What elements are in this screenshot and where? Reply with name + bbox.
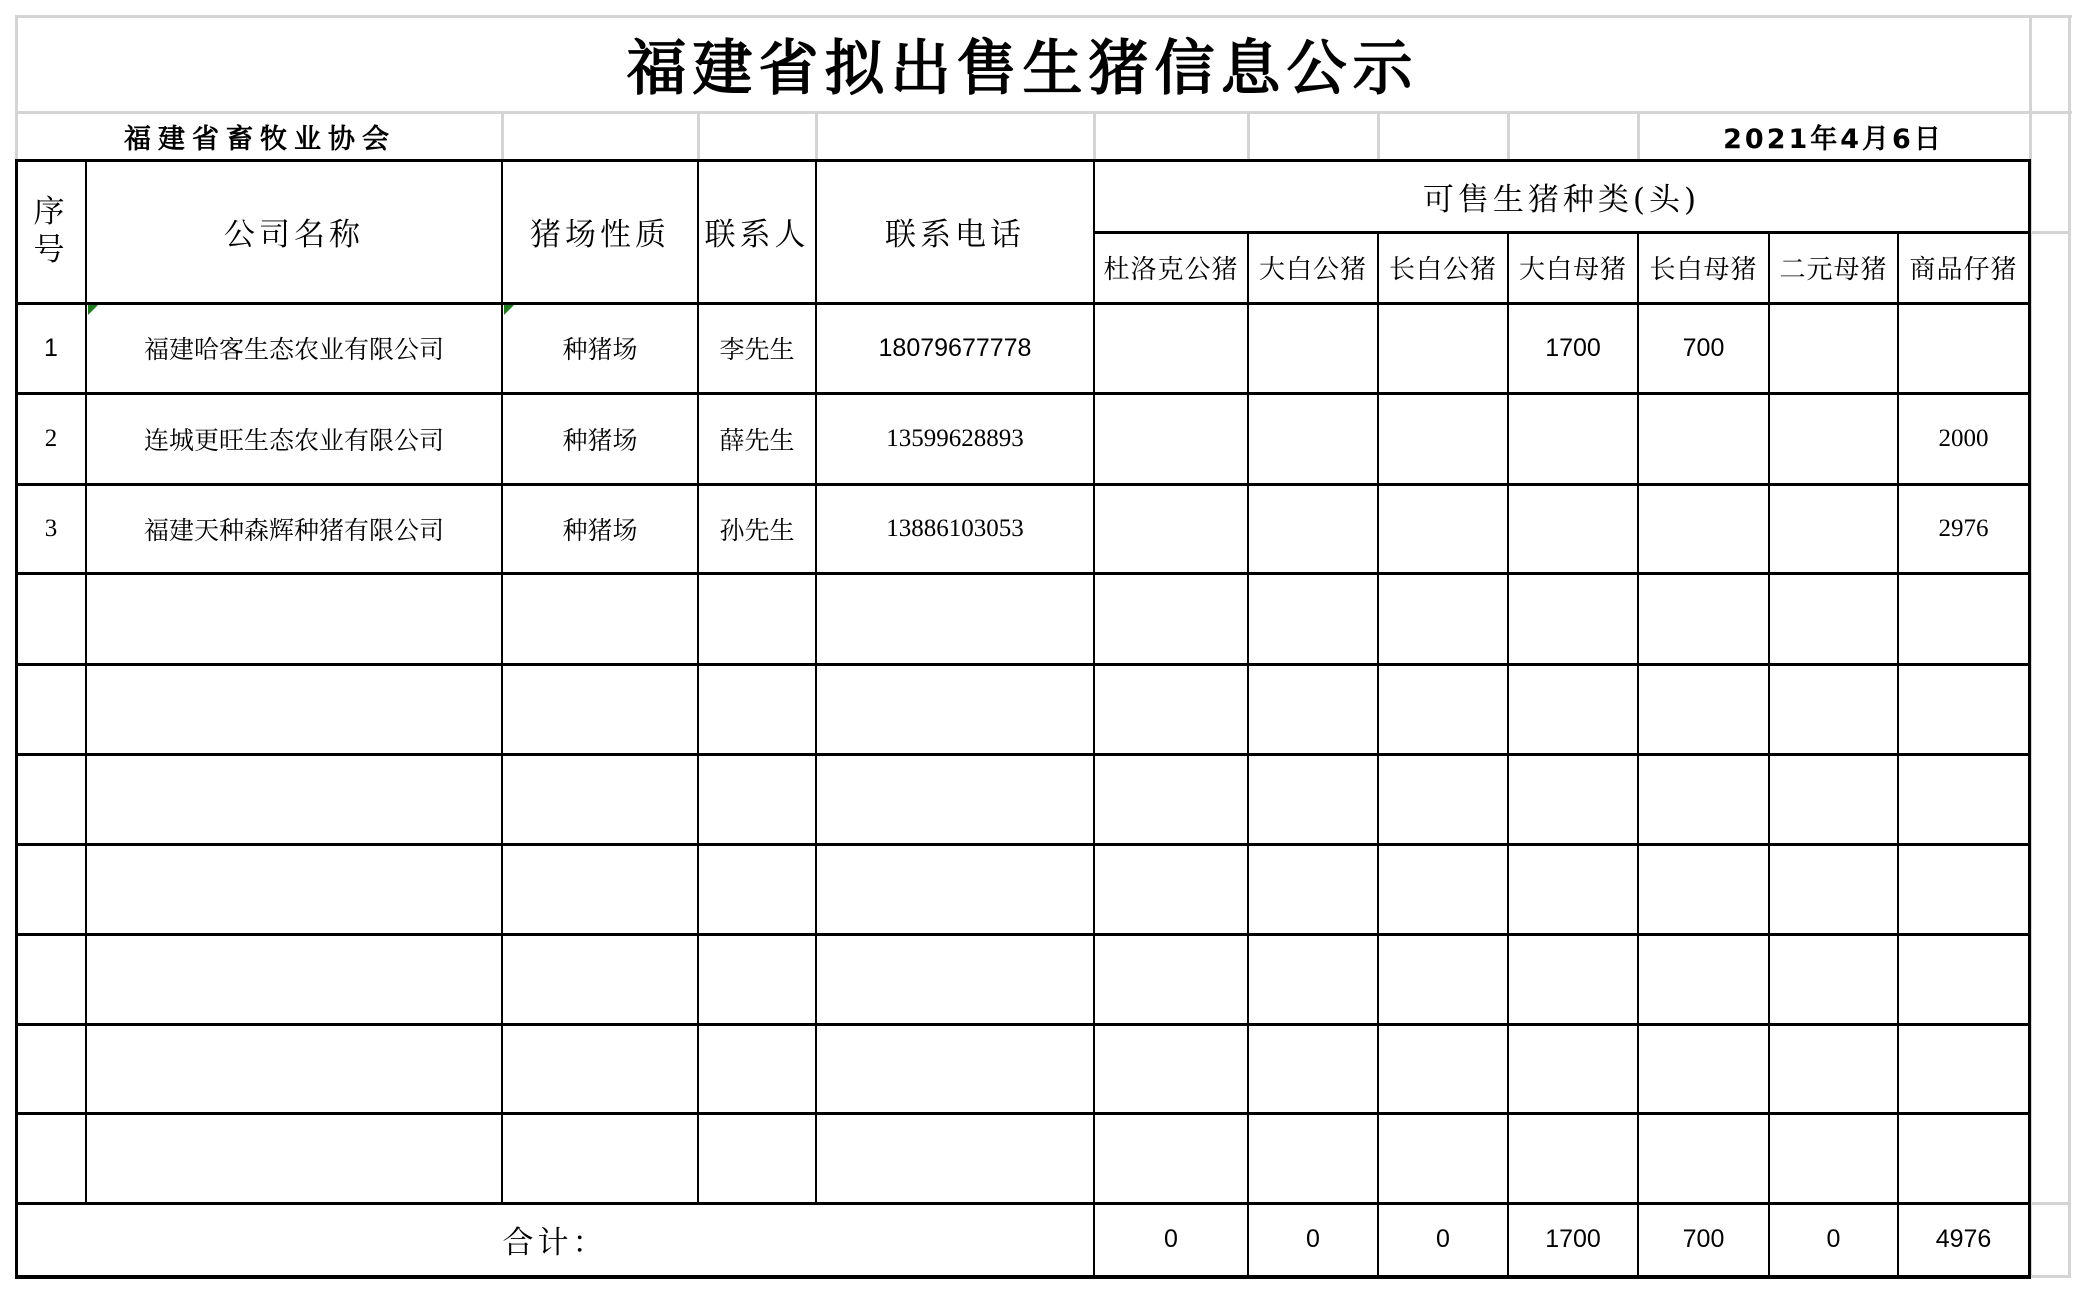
cell-count[interactable] [1638,393,1769,484]
cell-count[interactable] [1094,303,1248,393]
cell-count[interactable] [1094,484,1248,573]
header-company: 公司名称 [224,217,364,253]
gridline [815,112,818,160]
cell-count[interactable] [1508,1113,1638,1203]
cell-count[interactable]: 700 [1682,333,1725,362]
cell-seq[interactable] [16,1113,86,1203]
cell-count[interactable] [1638,664,1769,754]
header-pig-type: 商品仔猪 [1909,255,2018,285]
cell-company[interactable] [86,1024,502,1113]
cell-seq[interactable]: 3 [44,514,58,542]
cell-count[interactable] [1378,573,1508,664]
cell-farm-type[interactable]: 种猪场 [562,515,638,545]
cell-company[interactable] [86,934,502,1024]
gridline [697,112,700,160]
cell-count[interactable] [1508,393,1638,484]
cell-count[interactable] [1898,844,2029,934]
cell-phone[interactable] [816,573,1094,664]
cell-count[interactable] [1378,1024,1508,1113]
cell-count[interactable] [1378,1113,1508,1203]
gridline [2029,231,2071,234]
cell-count[interactable] [1638,484,1769,573]
cell-count[interactable] [1508,1024,1638,1113]
cell-count[interactable] [1769,1024,1898,1113]
header-pig-type: 长白母猪 [1649,255,1758,285]
cell-count[interactable] [1508,754,1638,844]
cell-contact[interactable]: 李先生 [719,335,795,364]
cell-count[interactable] [1769,844,1898,934]
cell-count[interactable] [1094,844,1248,934]
cell-count[interactable] [1769,303,1898,393]
cell-count[interactable] [1898,664,2029,754]
cell-phone[interactable] [816,1024,1094,1113]
organization-name: 福建省畜牧业协会 [124,123,396,155]
cell-farm-type[interactable] [502,844,698,934]
header-pig-type: 大白公猪 [1258,255,1367,285]
cell-count[interactable] [1769,393,1898,484]
cell-count[interactable]: 2976 [1938,514,1989,542]
cell-count[interactable] [1508,573,1638,664]
cell-count[interactable] [1898,934,2029,1024]
cell-count[interactable] [1248,303,1378,393]
cell-count[interactable] [1638,934,1769,1024]
cell-count[interactable] [1769,934,1898,1024]
cell-count[interactable] [1378,934,1508,1024]
cell-seq[interactable] [16,664,86,754]
gridline [2029,1275,2071,1278]
cell-count[interactable] [1769,484,1898,573]
cell-company[interactable] [86,1113,502,1203]
cell-count[interactable] [1378,393,1508,484]
cell-seq[interactable] [16,754,86,844]
cell-count[interactable] [1248,393,1378,484]
cell-count[interactable] [1378,303,1508,393]
cell-phone[interactable]: 13886103053 [886,514,1024,542]
header-seq-line2: 号 [33,231,69,268]
cell-count[interactable] [1898,303,2029,393]
cell-count[interactable] [1248,844,1378,934]
cell-company[interactable] [86,664,502,754]
cell-farm-type[interactable] [502,664,698,754]
cell-count[interactable] [1508,934,1638,1024]
cell-count[interactable] [1378,664,1508,754]
cell-count[interactable] [1094,754,1248,844]
total-value: 0 [1436,1225,1450,1253]
cell-phone[interactable] [816,934,1094,1024]
header-seq-line1: 序 [33,194,69,231]
cell-count[interactable] [1248,1113,1378,1203]
cell-seq[interactable] [16,934,86,1024]
cell-count[interactable] [1638,1024,1769,1113]
cell-contact[interactable] [698,754,816,844]
gridline [1093,112,1096,160]
cell-phone[interactable] [816,754,1094,844]
cell-farm-type[interactable] [502,1113,698,1203]
cell-count[interactable] [1248,1024,1378,1113]
cell-count[interactable] [1508,484,1638,573]
gridline [1377,112,1380,160]
gridline [1247,112,1250,160]
cell-contact[interactable]: 薛先生 [719,425,795,455]
cell-count[interactable] [1508,844,1638,934]
cell-phone[interactable] [816,1113,1094,1203]
cell-company[interactable]: 福建哈客生态农业有限公司 [143,335,444,364]
cell-farm-type[interactable]: 种猪场 [562,335,638,364]
cell-company[interactable]: 连城更旺生态农业有限公司 [143,425,444,455]
cell-company[interactable] [86,844,502,934]
header-pig-type: 长白公猪 [1388,255,1497,285]
header-pig-type: 杜洛克公猪 [1103,255,1239,285]
publish-date: 2021年4月6日 [1723,123,1944,155]
totals-label: 合计： [502,1225,608,1261]
cell-count[interactable] [1378,754,1508,844]
cell-count[interactable] [1638,573,1769,664]
total-value: 0 [1164,1225,1178,1253]
cell-count[interactable]: 1700 [1545,333,1601,362]
total-value: 0 [1306,1225,1320,1253]
gridline [1507,112,1510,160]
cell-contact[interactable] [698,1113,816,1203]
cell-count[interactable] [1898,1113,2029,1203]
cell-phone[interactable]: 18079677778 [878,333,1032,362]
cell-count[interactable] [1769,754,1898,844]
cell-count[interactable] [1898,754,2029,844]
cell-farm-type[interactable] [502,573,698,664]
header-farm-type: 猪场性质 [530,217,670,253]
total-value: 4976 [1935,1225,1992,1253]
total-value: 700 [1682,1225,1725,1253]
gridline [2029,1202,2071,1205]
cell-seq[interactable]: 1 [44,333,58,362]
comment-marker-icon[interactable] [504,305,514,315]
cell-count[interactable] [1769,664,1898,754]
cell-count[interactable] [1638,844,1769,934]
cell-count[interactable] [1248,573,1378,664]
cell-seq[interactable]: 2 [44,424,58,452]
cell-phone[interactable]: 13599628893 [886,424,1024,452]
cell-seq[interactable] [16,1024,86,1113]
cell-farm-type[interactable] [502,754,698,844]
cell-count[interactable] [1898,573,2029,664]
header-seq [16,160,86,303]
cell-count[interactable] [1769,1113,1898,1203]
cell-contact[interactable] [698,573,816,664]
cell-company[interactable] [86,754,502,844]
cell-count[interactable] [1248,664,1378,754]
cell-phone[interactable] [816,844,1094,934]
comment-marker-icon[interactable] [88,305,98,315]
cell-farm-type[interactable] [502,1024,698,1113]
cell-count[interactable] [1094,1024,1248,1113]
cell-farm-type[interactable] [502,934,698,1024]
cell-contact[interactable]: 孙先生 [719,515,795,545]
total-value: 1700 [1545,1225,1601,1253]
header-pig-type: 二元母猪 [1779,255,1888,285]
cell-seq[interactable] [16,573,86,664]
header-pig-types-group: 可售生猪种类(头) [1422,181,1701,218]
cell-count[interactable] [1508,664,1638,754]
cell-count[interactable] [1638,754,1769,844]
cell-count[interactable] [1378,484,1508,573]
cell-farm-type[interactable]: 种猪场 [562,425,638,455]
cell-contact[interactable] [698,1024,816,1113]
cell-contact[interactable] [698,844,816,934]
cell-company[interactable]: 福建天种森辉种猪有限公司 [143,515,444,545]
cell-count[interactable] [1094,664,1248,754]
total-value: 0 [1826,1225,1841,1253]
header-contact: 联系人 [704,217,810,253]
cell-contact[interactable] [698,934,816,1024]
cell-count[interactable] [1248,934,1378,1024]
cell-count[interactable] [1378,844,1508,934]
cell-count[interactable] [1094,934,1248,1024]
cell-seq[interactable] [16,844,86,934]
cell-count[interactable] [1248,754,1378,844]
cell-count[interactable]: 2000 [1938,424,1989,452]
cell-phone[interactable] [816,664,1094,754]
page-title: 福建省拟出售生猪信息公示 [626,34,1419,104]
cell-contact[interactable] [698,664,816,754]
cell-count[interactable] [1094,1113,1248,1203]
header-phone: 联系电话 [885,217,1025,253]
cell-count[interactable] [1094,573,1248,664]
cell-count[interactable] [1769,573,1898,664]
cell-count[interactable] [1248,484,1378,573]
cell-count[interactable] [1638,1113,1769,1203]
cell-company[interactable] [86,573,502,664]
header-pig-type: 大白母猪 [1518,255,1627,285]
cell-count[interactable] [1898,1024,2029,1113]
gridline [2068,15,2071,1277]
cell-count[interactable] [1094,393,1248,484]
